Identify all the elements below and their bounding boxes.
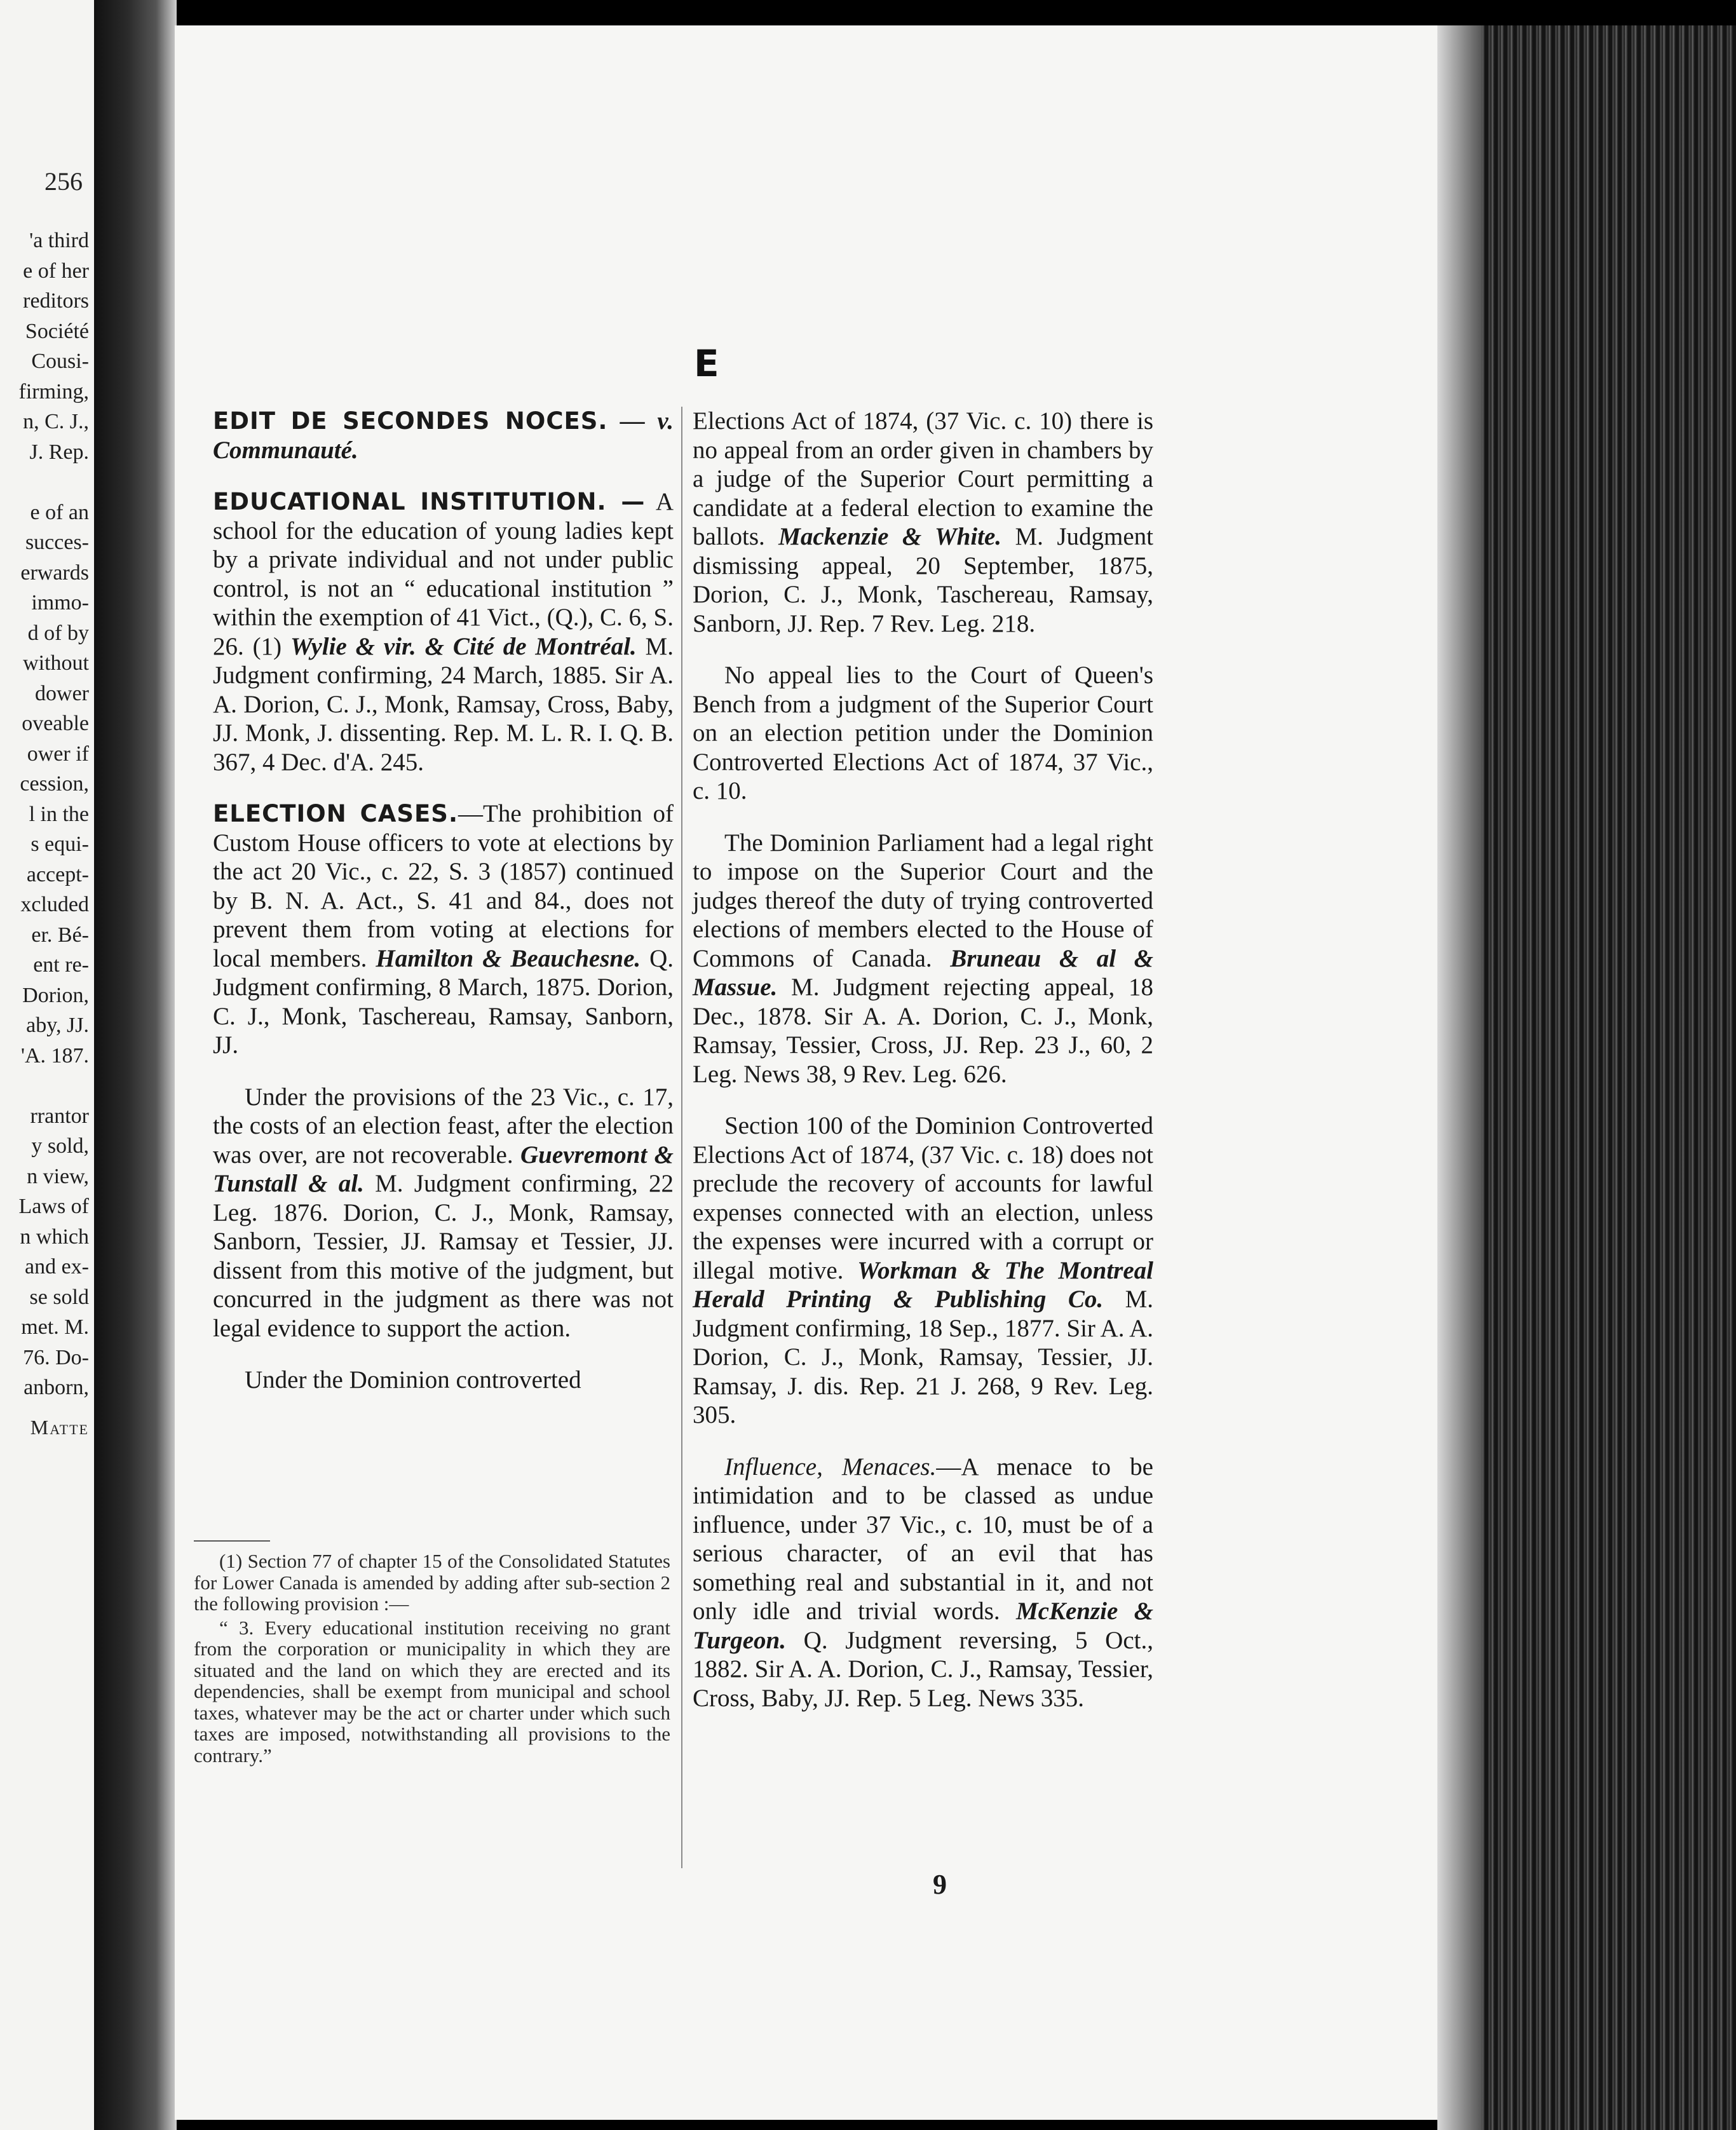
facing-page-text: 'a third e of her reditors Société Cousi- firming, n, C. J., J. Rep. e of an succes- erwards immo- d of by without dower oveable ower if cession, l in the s equi- accept- xcluded er. Bé- ent re- Dorion, aby, JJ. 'A. 187. rrantor y sold, n view, Laws of n which and ex- se sold met. M. 76. Do- anborn,	[18, 229, 89, 1399]
paragraph-elections-act-continued	[693, 407, 1153, 638]
entry-edit-de-secondes-noces	[213, 407, 674, 465]
footnote-rule	[194, 1540, 270, 1542]
entry-text: Under the provisions of the 23 Vic., c. 17, the costs of an election feast, after the election was over, are not recoverable.	[213, 1083, 674, 1169]
paragraph-influence-menaces	[693, 1453, 1153, 1713]
entry-text: Elections Act of 1874, (37 Vic. c. 10) there is no appeal from an order given in chambers by a judge of the Superior Court permitting a candidate at a federal election to examine the ballots.	[693, 407, 1153, 550]
footnote-1: (1) Section 77 of chapter 15 of the Consolidated Statutes for Lower Canada is amended by adding after sub-section 2 the following provision :—	[194, 1550, 670, 1615]
case-name: Wylie & vir. & Cité de Montréal.	[290, 632, 637, 660]
section-letter: E	[694, 342, 721, 385]
entry-text: The Dominion Parliament had a legal right to impose on the Superior Court and the judges thereof the duty of trying controverted elections of members elected to the House of Commons of Canada.	[693, 829, 1153, 972]
entry-text: —A menace to be intimidation and to be classed as undue influence, under 37 Vic., c. 10, must be of a serious character, of an evil that has something real and substantial in it, and not only idle and trivial words.	[693, 1453, 1153, 1625]
page-number: 9	[933, 1869, 947, 1900]
entry-heading: ELECTION CASES.	[213, 800, 459, 827]
paragraph-dominion-parliament	[693, 829, 1153, 1089]
entry-text: M. Judgment dismissing appeal, 20 September, 1875, Dorion, C. J., Monk, Taschereau, Ramsay, Sanborn, JJ. Rep. 7 Rev. Leg. 218.	[693, 523, 1153, 637]
entry-text: M. Judgment confirming, 24 March, 1885. Sir A. A. Dorion, C. J., Monk, Ramsay, Cross, Baby, JJ. Monk, J. dissenting. Rep. M. L. R. I. Q. B. 367, 4 Dec. d'A. 245.	[213, 632, 674, 776]
facing-page-number: 256	[44, 167, 83, 196]
right-column	[693, 407, 1153, 1735]
case-name: Mackenzie & White.	[778, 523, 1002, 550]
case-name: Guevremont & Tunstall & al.	[213, 1141, 674, 1197]
cross-reference: — v. Communauté.	[213, 407, 674, 464]
entry-text: Section 100 of the Dominion Controverted Elections Act of 1874, (37 Vic. c. 18) does not preclude the recovery of accounts for lawful expenses connected with an election, unless the expenses were incurred with a corrupt or illegal motive.	[693, 1112, 1153, 1284]
entry-heading: EDIT DE SECONDES NOCES.	[213, 407, 608, 435]
case-name: Bruneau & al & Massue.	[693, 944, 1153, 1001]
case-name: McKenzie & Turgeon.	[693, 1597, 1153, 1654]
paragraph-dominion-controverted: Under the Dominion controverted	[245, 1366, 581, 1394]
entry-text: M. Judgment confirming, 18 Sep., 1877. Sir A. A. Dorion, C. J., Monk, Ramsay, Tessier, JJ. Ramsay, J. dis. Rep. 21 J. 268, 9 Rev. Leg. 305.	[693, 1285, 1153, 1428]
entry-election-cases	[213, 799, 674, 1060]
entry-educational-institution	[213, 487, 674, 777]
book-page-edges	[1437, 25, 1736, 2130]
case-name: Hamilton & Beauchesne.	[376, 944, 641, 972]
case-name: Workman & The Montreal Herald Printing & Publishing Co.	[693, 1256, 1153, 1313]
entry-text: —The prohibition of Custom House officers to vote at elections by the act 20 Vic., c. 22, S. 3 (1857) continued by B. N. A. Act., S. 41 and 84., does not prevent them from voting at elections for local members.	[213, 800, 674, 972]
paragraph-23-vic	[213, 1083, 674, 1343]
entry-heading: EDUCATIONAL INSTITUTION. —	[213, 488, 646, 515]
entry-text: Q. Judgment reversing, 5 Oct., 1882. Sir A. A. Dorion, C. J., Ramsay, Tessier, Cross, Baby, JJ. Rep. 5 Leg. News 335.	[693, 1626, 1153, 1712]
left-column	[213, 407, 674, 1418]
book-gutter	[94, 0, 177, 2130]
paragraph-no-appeal: No appeal lies to the Court of Queen's Bench from a judgment of the Superior Court on an election petition under the Dominion Controverted Elections Act of 1874, 37 Vic., c. 10.	[693, 661, 1153, 804]
entry-text: M. Judgment confirming, 22 Leg. 1876. Dorion, C. J., Monk, Ramsay, Sanborn, Tessier, JJ. Ramsay et Tessier, JJ. dissent from this motive of the judgment, but concurred in the judgment as there was not legal evidence to support the action.	[213, 1170, 674, 1342]
subheading: Influence, Menaces.	[724, 1453, 937, 1481]
footnotes	[194, 1550, 670, 1768]
entry-text: Q. Judgment confirming, 8 March, 1875. Dorion, C. J., Monk, Taschereau, Ramsay, Sanborn, JJ.	[213, 944, 674, 1059]
column-divider	[681, 407, 682, 1868]
facing-page-catchword: Matte	[30, 1416, 89, 1439]
paragraph-section-100	[693, 1111, 1153, 1430]
entry-text: A school for the education of young ladies kept by a private individual and not under public control, is not an “ educational institution ” within the exemption of 41 Vict., (Q.), C. 6, S. 26. (1)	[213, 488, 674, 660]
facing-page-strip	[0, 0, 94, 2130]
footnote-1-continued: “ 3. Every educational institution receiving no grant from the corporation or municipality in which they are situated and the land on which they are erected and its dependencies, shall be exempt from municipal and school taxes, whatever may be the act or charter under which such taxes are imposed, notwithstanding all provisions to the contrary.”	[194, 1616, 670, 1767]
entry-text: M. Judgment rejecting appeal, 18 Dec., 1878. Sir A. A. Dorion, C. J., Monk, Ramsay, Tessier, Cross, JJ. Rep. 23 J., 60, 2 Leg. News 38, 9 Rev. Leg. 626.	[693, 973, 1153, 1088]
